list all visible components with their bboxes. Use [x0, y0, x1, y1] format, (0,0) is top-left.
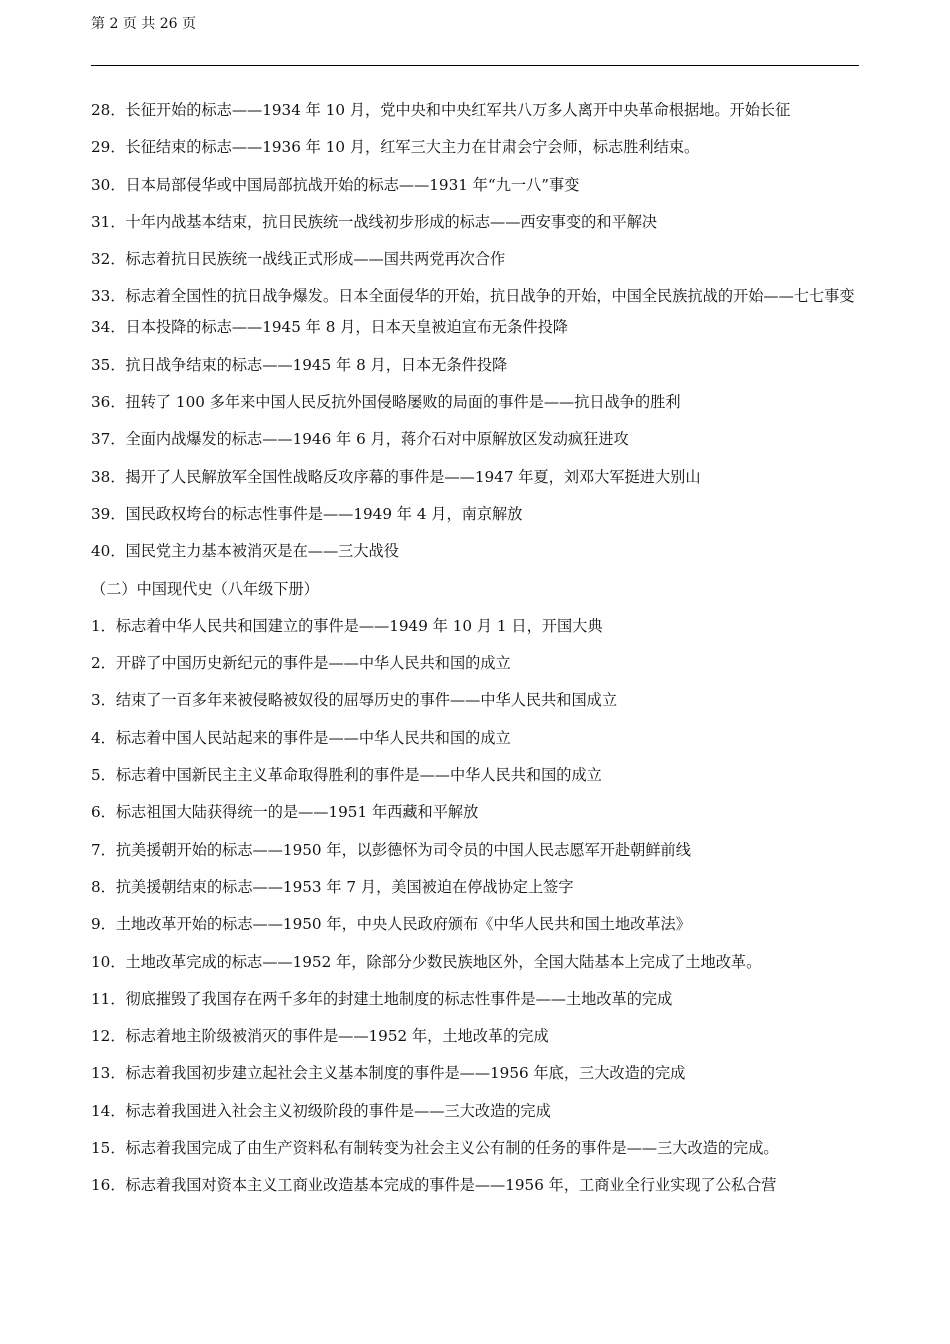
- item-number: 30．: [91, 175, 126, 194]
- item-number: 33．: [91, 287, 126, 306]
- item-text: 全面内战爆发的标志——1946 年 6 月，蒋介石对中原解放区发动疯狂进攻: [125, 430, 629, 449]
- item-number: 6．: [91, 803, 116, 822]
- item-number: 34．: [91, 318, 126, 337]
- list-item: [91, 317, 863, 337]
- item-text: 土地改革完成的标志——1952 年，除部分少数民族地区外，全国大陆基本上完成了土地改革。: [125, 952, 762, 971]
- item-text: 标志着中国人民站起来的事件是——中华人民共和国的成立: [115, 728, 511, 747]
- item-text: 十年内战基本结束，抗日民族统一战线初步形成的标志——西安事变的和平解决: [125, 212, 658, 231]
- item-number: 2．: [91, 654, 116, 673]
- list-item: [91, 952, 863, 972]
- list-item: [91, 284, 863, 308]
- item-number: 7．: [91, 840, 116, 859]
- list-item: [91, 467, 863, 487]
- list-item: [91, 392, 863, 412]
- item-text: 彻底摧毁了我国存在两千多年的封建土地制度的标志性事件是——土地改革的完成: [125, 989, 673, 1008]
- item-text: 扭转了 100 多年来中国人民反抗外国侵略屡败的局面的事件是——抗日战争的胜利: [125, 393, 681, 412]
- list-item: [91, 212, 863, 232]
- item-number: 39．: [91, 504, 126, 523]
- list-item: [91, 1026, 863, 1046]
- list-item: [91, 1101, 863, 1121]
- item-number: 3．: [91, 691, 116, 710]
- item-number: 38．: [91, 467, 126, 486]
- item-number: 13．: [91, 1064, 126, 1083]
- list-item: [91, 877, 863, 897]
- item-number: 10．: [91, 952, 126, 971]
- list-item: [91, 765, 863, 785]
- item-text: 抗美援朝开始的标志——1950 年，以彭德怀为司令员的中国人民志愿军开赴朝鲜前线: [115, 840, 691, 859]
- list-item: [91, 355, 863, 375]
- list-item: [91, 100, 863, 120]
- item-number: 15．: [91, 1139, 126, 1158]
- item-number: 9．: [91, 915, 116, 934]
- item-text: 标志着我国完成了由生产资料私有制转变为社会主义公有制的任务的事件是——三大改造的完成。: [125, 1139, 779, 1158]
- list-item: [91, 616, 863, 636]
- section-heading: （二）中国现代史（八年级下册）: [91, 579, 319, 598]
- item-text: 标志着中国新民主主义革命取得胜利的事件是——中华人民共和国的成立: [115, 766, 602, 785]
- item-text: 标志着抗日民族统一战线正式形成——国共两党再次合作: [125, 250, 506, 269]
- item-text: 结束了一百多年来被侵略被奴役的屈辱历史的事件——中华人民共和国成立: [115, 691, 618, 710]
- document-body: [91, 100, 863, 1213]
- item-text: 日本投降的标志——1945 年 8 月，日本天皇被迫宣布无条件投降: [125, 318, 568, 337]
- item-text: 抗日战争结束的标志——1945 年 8 月，日本无条件投降: [125, 355, 508, 374]
- item-number: 5．: [91, 766, 116, 785]
- item-number: 32．: [91, 250, 126, 269]
- item-text: 土地改革开始的标志——1950 年，中央人民政府颁布《中华人民共和国土地改革法》: [115, 915, 691, 934]
- list-item: [91, 137, 863, 157]
- item-text: 长征结束的标志——1936 年 10 月，红军三大主力在甘肃会宁会师，标志胜利结束。: [125, 138, 700, 157]
- item-number: 35．: [91, 355, 126, 374]
- item-text: 国民党主力基本被消灭是在——三大战役: [125, 542, 399, 561]
- list-item: [91, 541, 863, 561]
- item-text: 长征开始的标志——1934 年 10 月，党中央和中央红军共八万多人离开中央革命根据地。开始长征: [125, 101, 791, 119]
- item-text: 标志着我国对资本主义工商业改造基本完成的事件是——1956 年，工商业全行业实现了公私合营: [125, 1176, 777, 1195]
- list-item: [91, 728, 863, 748]
- item-text: 揭开了人民解放军全国性战略反攻序幕的事件是——1947 年夏，刘邓大军挺进大别山: [125, 467, 701, 486]
- list-item: [91, 690, 863, 710]
- item-number: 12．: [91, 1027, 126, 1046]
- item-number: 1．: [91, 616, 116, 635]
- list-item: [91, 504, 863, 524]
- list-item: [91, 989, 863, 1009]
- item-number: 8．: [91, 877, 116, 896]
- list-item: [91, 1138, 863, 1158]
- part1-list: [91, 100, 863, 561]
- item-text: 标志着地主阶级被消灭的事件是——1952 年，土地改革的完成: [125, 1027, 549, 1046]
- list-item: [91, 249, 863, 269]
- list-item: [91, 914, 863, 934]
- item-text: 标志着我国进入社会主义初级阶段的事件是——三大改造的完成: [125, 1101, 551, 1120]
- item-text: 标志着我国初步建立起社会主义基本制度的事件是——1956 年底，三大改造的完成: [125, 1064, 686, 1083]
- item-number: 40．: [91, 542, 126, 561]
- list-item: [91, 840, 863, 860]
- item-text: 标志祖国大陆获得统一的是——1951 年西藏和平解放: [115, 803, 479, 822]
- item-number: 31．: [91, 212, 126, 231]
- page-number-label: 第 2 页 共 26 页: [91, 16, 196, 32]
- item-number: 37．: [91, 430, 126, 449]
- item-text: 标志着全国性的抗日战争爆发。日本全面侵华的开始，抗日战争的开始，中国全民族抗战的开始——七七事变: [125, 287, 855, 306]
- item-number: 16．: [91, 1176, 126, 1195]
- list-item: [91, 653, 863, 673]
- item-number: 11．: [91, 989, 126, 1008]
- list-item: [91, 429, 863, 449]
- item-text: 标志着中华人民共和国建立的事件是——1949 年 10 月 1 日，开国大典: [115, 616, 603, 635]
- item-number: 14．: [91, 1101, 126, 1120]
- item-number: 4．: [91, 728, 116, 747]
- list-item: [91, 1063, 863, 1083]
- item-text: 开辟了中国历史新纪元的事件是——中华人民共和国的成立: [115, 654, 511, 673]
- item-number: 29．: [91, 138, 126, 157]
- part2-list: [91, 616, 863, 1195]
- item-number: 28．: [91, 101, 126, 119]
- list-item: [91, 802, 863, 822]
- header-divider: [91, 65, 859, 66]
- item-text: 国民政权垮台的标志性事件是——1949 年 4 月，南京解放: [125, 504, 523, 523]
- item-text: 日本局部侵华或中国局部抗战开始的标志——1931 年“九一八”事变: [125, 175, 580, 194]
- list-item: [91, 175, 863, 195]
- item-number: 36．: [91, 393, 126, 412]
- item-text: 抗美援朝结束的标志——1953 年 7 月，美国被迫在停战协定上签字: [115, 877, 574, 896]
- list-item: [91, 1175, 863, 1195]
